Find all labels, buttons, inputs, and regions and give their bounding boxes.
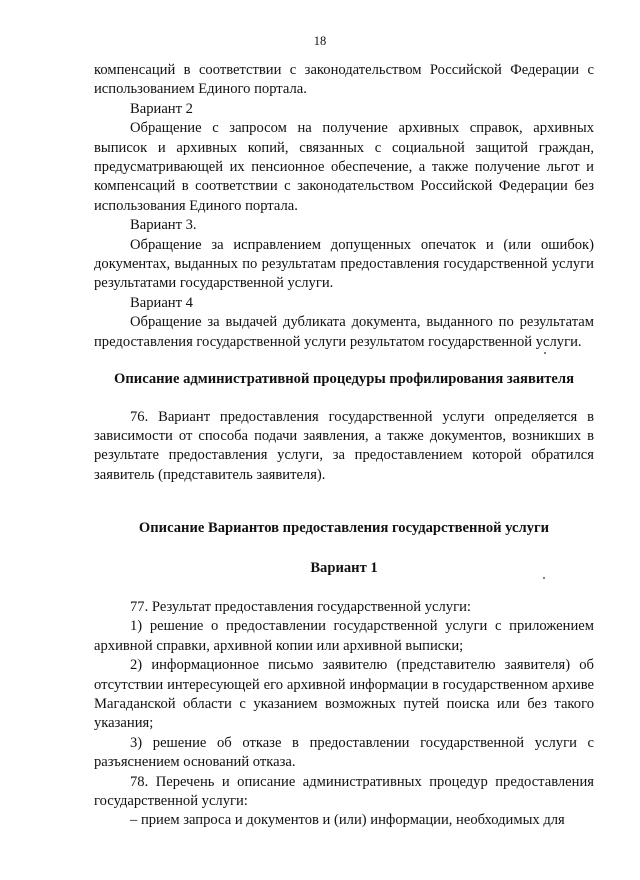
section-heading-variants: Описание Вариантов предоставления государственной услуги	[138, 520, 550, 537]
list-item-1: 1) решение о предоставлении государственной услуги с приложением архивной справки, архивной копии или архивной выписки;	[94, 618, 594, 654]
variant-2-label: Вариант 2	[130, 100, 193, 117]
paragraph-76: 76. Вариант предоставления государственной услуги определяется в зависимости от способа подачи заявления, а также документов, возникших в результате предоставления услуги, за предоставлением которой обратился заявитель (представитель заявителя).	[94, 408, 594, 483]
variant-4-label: Вариант 4	[130, 294, 193, 311]
variant-3-label: Вариант 3.	[130, 217, 197, 234]
variant-3-text: Обращение за исправлением допущенных опечаток и (или ошибок) документах, выданных по результатам предоставления государственной услуги результатами государственной услуги.	[94, 236, 594, 292]
paragraph-78: 78. Перечень и описание административных процедур предоставления государственной услуги:	[94, 773, 594, 809]
section-heading-variant-1: Вариант 1	[310, 559, 378, 576]
scan-speck	[543, 577, 545, 579]
list-item-3: 3) решение об отказе в предоставлении государственной услуги с разъяснением оснований отказа.	[94, 734, 594, 771]
variant-4-text: Обращение за выдачей дубликата документа, выданного по результатам предоставления государственной услуги результатом государственной услуги.	[94, 314, 594, 350]
variant-2-text: Обращение с запросом на получение архивных справок, архивных выписок и архивных копий, связанных с социальной защитой граждан, предусматривающей их пенсионное обеспечение, а также получение льгот и компенсаций в соответствии с законодательством Российской Федерации без использования Единого портала.	[94, 120, 594, 214]
page-number: 18	[313, 34, 327, 48]
document-body	[94, 61, 594, 831]
list-item-2: 2) информационное письмо заявителю (представителю заявителя) об отсутствии интересующей его архивной информации в государственном архиве Магаданской области с указанием возможных путей поиска или без такого указания;	[94, 657, 594, 732]
paragraph-77: 77. Результат предоставления государственной услуги:	[130, 598, 471, 615]
scan-speck	[544, 352, 546, 354]
paragraph-continuation: компенсаций в соответствии с законодательством Российской Федерации с использованием Единого портала.	[94, 62, 594, 98]
section-heading-profiling: Описание административной процедуры профилирования заявителя	[114, 371, 574, 388]
list-item-dash: – прием запроса и документов и (или) информации, необходимых для	[130, 812, 565, 829]
